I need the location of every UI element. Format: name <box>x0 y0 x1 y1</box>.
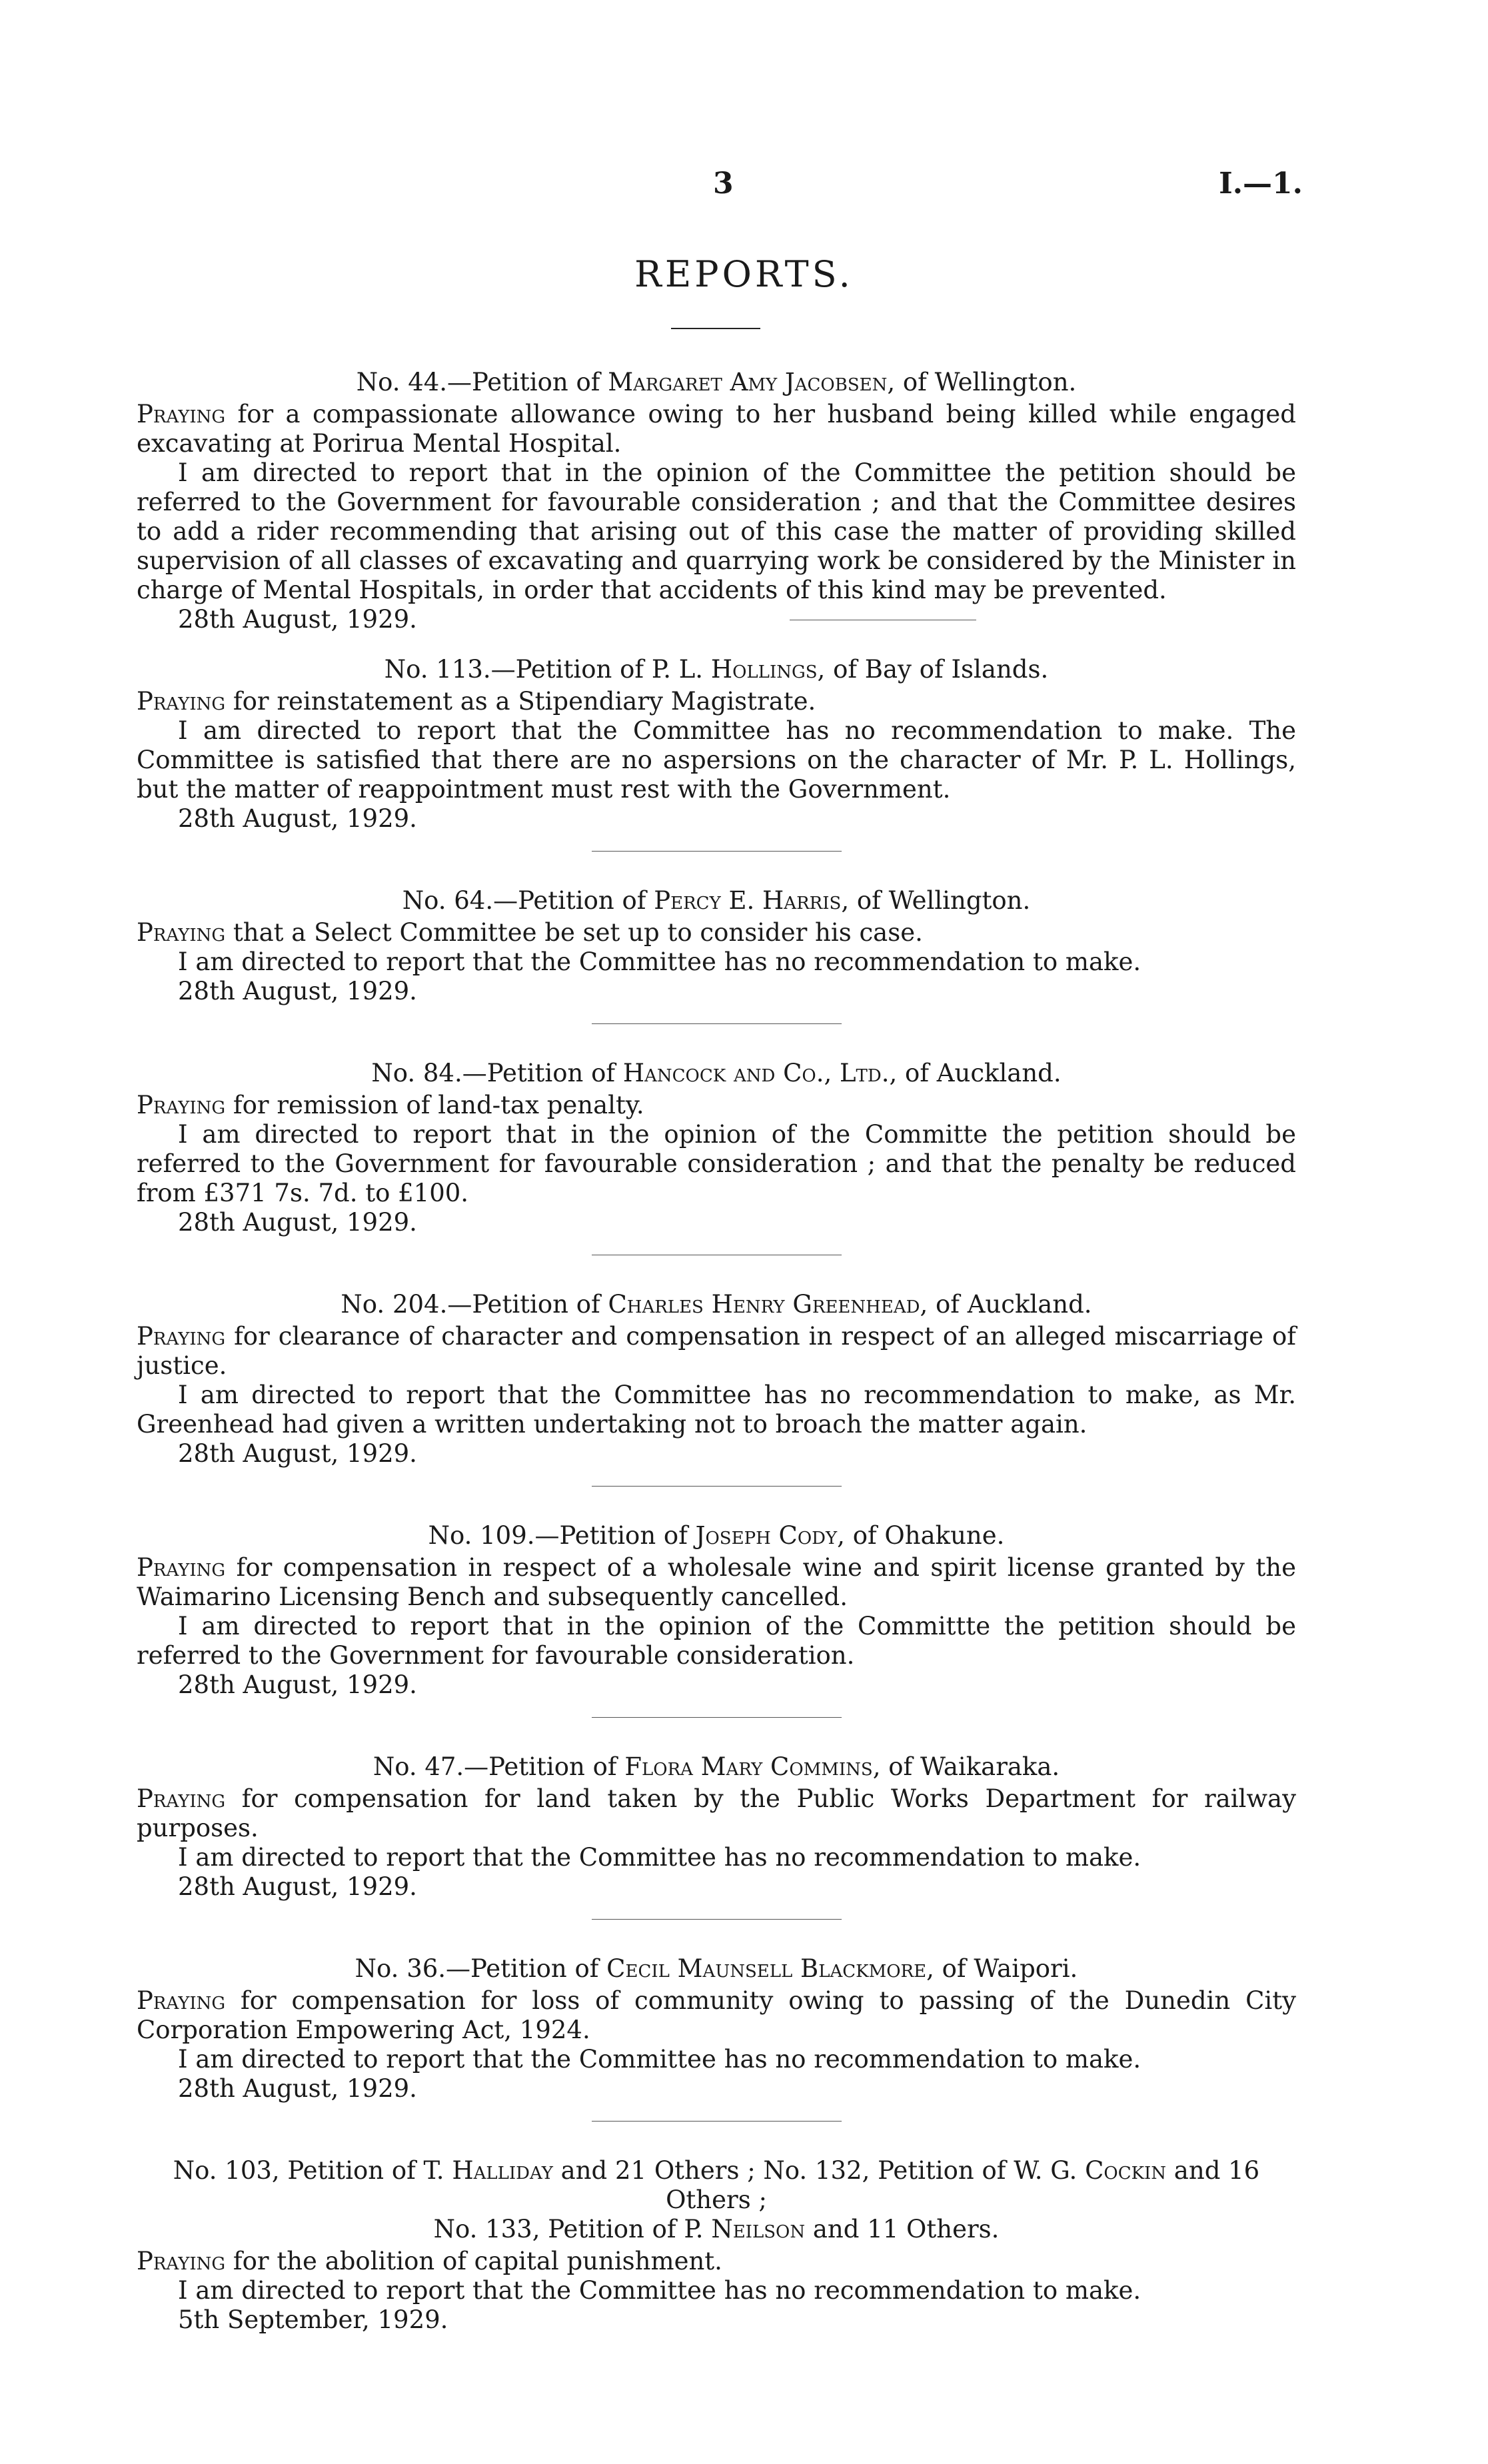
combined-petition-entry <box>137 2156 1296 2335</box>
petition-entry <box>137 886 1296 1024</box>
reports-list <box>137 368 1296 2335</box>
report-paragraph: I am directed to report that the Committee has no recommendation to make, as Mr. Greenhead had given a written undertaking not to broach the matter again. <box>137 1381 1296 1439</box>
petition-entry <box>137 1290 1296 1487</box>
separator-rule <box>592 2121 842 2122</box>
report-date: 28th August, 1929. <box>178 1872 417 1901</box>
report-date: 28th August, 1929. <box>178 1670 417 1699</box>
title-rule <box>671 328 760 329</box>
separator-rule <box>592 1023 842 1024</box>
report-date: 28th August, 1929. <box>178 605 417 634</box>
report-date: 5th September, 1929. <box>178 2305 448 2334</box>
petitioner-name: Halliday <box>452 2156 553 2185</box>
petitioner-name: Percy E. Harris <box>654 886 842 915</box>
petition-heading: No. 204.—Petition of Charles Henry Greenhead, of Auckland. <box>341 1290 1092 1319</box>
separator-rule <box>592 1919 842 1920</box>
praying-paragraph: Praying for the abolition of capital punishment. <box>137 2247 722 2275</box>
petitioner-name: P. L. Hollings <box>651 655 818 684</box>
report-date: 28th August, 1929. <box>178 804 417 833</box>
praying-paragraph: Praying that a Select Committee be set up to consider his case. <box>137 918 923 947</box>
document-reference: I.—1. <box>1219 167 1303 201</box>
petition-heading: No. 113.—Petition of P. L. Hollings, of Bay of Islands. <box>384 655 1049 684</box>
petition-heading: No. 36.—Petition of Cecil Maunsell Blackmore, of Waipori. <box>355 1954 1078 1983</box>
petitioner-name: Cecil Maunsell Blackmore <box>606 1954 927 1983</box>
praying-paragraph: Praying for compensation for land taken by the Public Works Department for railway purposes. <box>137 1784 1296 1842</box>
report-paragraph: I am directed to report that the Committee has no recommendation to make. <box>178 2276 1141 2305</box>
petitioner-name: Hancock and Co., Ltd. <box>622 1059 890 1087</box>
petition-entry <box>137 655 1296 852</box>
petition-entry <box>137 368 1296 634</box>
separator-rule <box>592 1717 842 1718</box>
praying-paragraph: Praying for remission of land-tax penalty. <box>137 1091 644 1119</box>
petition-heading: No. 103, Petition of T. Halliday and 21 Others ; No. 132, Petition of W. G. Cockin and 16 Others ; <box>173 2156 1260 2214</box>
report-paragraph: I am directed to report that the Committee has no recommendation to make. <box>178 2045 1141 2074</box>
petition-heading: No. 44.—Petition of Margaret Amy Jacobsen, of Wellington. <box>356 368 1077 396</box>
report-date: 28th August, 1929. <box>178 1208 417 1237</box>
page-header <box>0 167 1488 207</box>
petition-entry <box>137 1954 1296 2122</box>
report-date: 28th August, 1929. <box>178 1439 417 1468</box>
praying-paragraph: Praying for a compassionate allowance owing to her husband being killed while engaged excavating at Porirua Mental Hospital. <box>137 400 1296 458</box>
petition-heading: No. 84.—Petition of Hancock and Co., Ltd., of Auckland. <box>371 1059 1062 1087</box>
petitioner-name: Margaret Amy Jacobsen <box>608 368 888 396</box>
petition-entry <box>137 1752 1296 1920</box>
report-paragraph: I am directed to report that the Committee has no recommendation to make. <box>178 947 1141 976</box>
petitioner-name: Cockin <box>1085 2156 1167 2185</box>
petition-heading: No. 64.—Petition of Percy E. Harris, of Wellington. <box>402 886 1031 915</box>
report-paragraph: I am directed to report that the Committee has no recommendation to make. The Committee is satisfied that there are no aspersions on the character of Mr. P. L. Hollings, but the matter of reappointment must rest with the Government. <box>137 716 1296 804</box>
praying-paragraph: Praying for compensation in respect of a wholesale wine and spirit license granted by the Waimarino Licensing Bench and subsequently cancelled. <box>137 1553 1296 1611</box>
praying-paragraph: Praying for clearance of character and compensation in respect of an alleged miscarriage of justice. <box>137 1322 1296 1380</box>
page-number: 3 <box>713 167 734 201</box>
separator-rule <box>592 1486 842 1487</box>
separator-rule <box>592 851 842 852</box>
petition-heading: No. 109.—Petition of Joseph Cody, of Ohakune. <box>428 1521 1005 1550</box>
report-paragraph: I am directed to report that the Committee has no recommendation to make. <box>178 1843 1141 1872</box>
report-date: 28th August, 1929. <box>178 2074 417 2103</box>
praying-paragraph: Praying for reinstatement as a Stipendiary Magistrate. <box>137 687 816 716</box>
praying-paragraph: Praying for compensation for loss of community owing to passing of the Dunedin City Corporation Empowering Act, 1924. <box>137 1986 1296 2044</box>
petitioner-name: Neilson <box>711 2215 806 2243</box>
report-paragraph: I am directed to report that in the opinion of the Committee the petition should be referred to the Government for favourable consideration ; and that the Committee desires to add a rider recommending that arising out of this case the matter of providing skilled supervision of all classes of excavating and quarrying work be considered by the Minister in charge of Mental Hospitals, in order that accidents of this kind may be prevented. <box>137 458 1296 604</box>
petition-entry <box>137 1521 1296 1718</box>
petitioner-name: Joseph Cody <box>695 1521 838 1550</box>
petitioner-name: Flora Mary Commins <box>624 1752 873 1781</box>
report-paragraph: I am directed to report that in the opinion of the Committte the petition should be referred to the Government for favourable consideration. <box>137 1612 1296 1670</box>
report-date: 28th August, 1929. <box>178 977 417 1005</box>
petition-heading: No. 47.—Petition of Flora Mary Commins, of Waikaraka. <box>372 1752 1060 1781</box>
page-title: REPORTS. <box>634 253 854 295</box>
petition-entry <box>137 1059 1296 1255</box>
petitioner-name: Charles Henry Greenhead <box>608 1290 920 1319</box>
report-paragraph: I am directed to report that in the opinion of the Committe the petition should be referred to the Government for favourable consideration ; and that the penalty be reduced from £371 7s. 7d. to £100. <box>137 1120 1296 1207</box>
petition-heading-continued: No. 133, Petition of P. Neilson and 11 Others. <box>433 2215 1000 2243</box>
